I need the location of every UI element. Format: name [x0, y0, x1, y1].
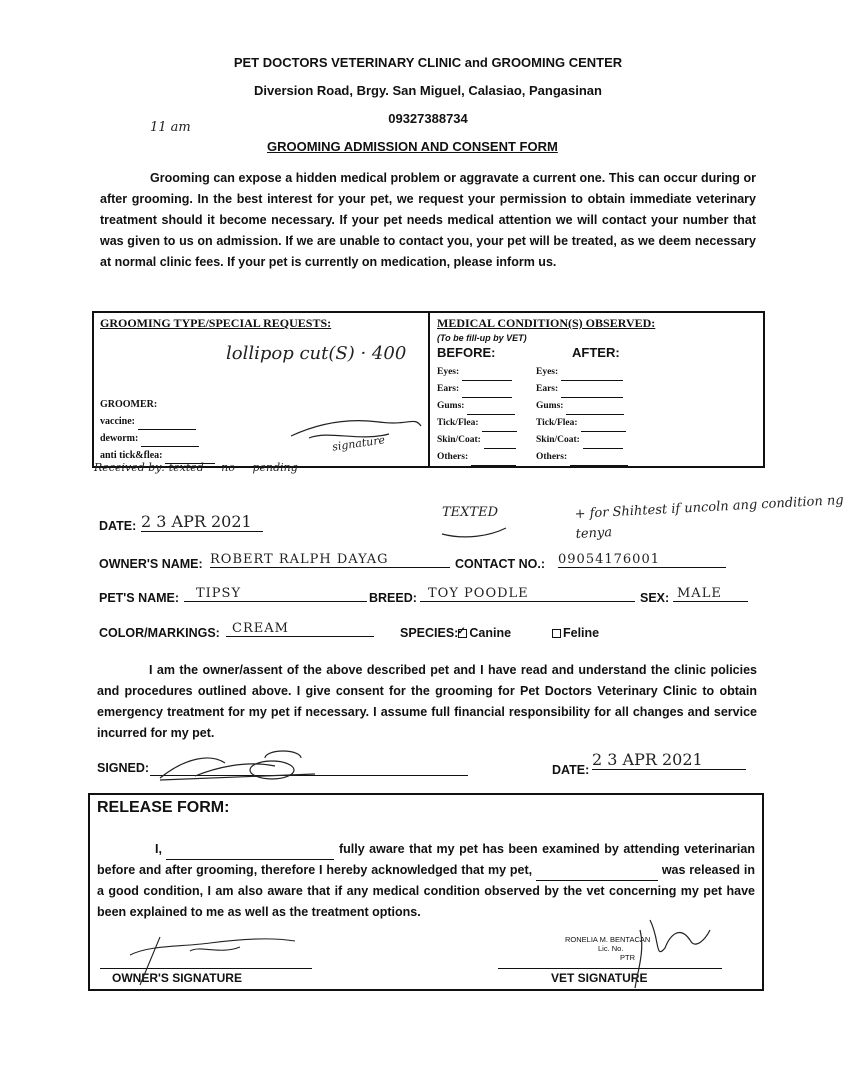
texted-underline — [440, 522, 510, 542]
check-mark-icon: ✓ — [457, 626, 466, 638]
feline-checkbox[interactable] — [552, 629, 561, 638]
eyes-after-label: Eyes: — [536, 367, 559, 377]
contact-value: 09054176001 — [558, 552, 726, 568]
signature-note: signature — [331, 433, 386, 454]
texted-note: TEXTED — [442, 505, 498, 520]
gums-after-label: Gums: — [536, 401, 564, 411]
release-form-box — [88, 793, 764, 991]
owner-value: ROBERT RALPH DAYAG — [210, 552, 450, 568]
gums-before-label: Gums: — [437, 401, 465, 411]
release-text-end: was released in a good condition, I am also aware that if any medical condition observed by the vet concerning my pet have been explained to me as well as the treatment options. — [97, 863, 755, 919]
others-before-label: Others: — [437, 452, 469, 462]
color-label: COLOR/MARKINGS: — [99, 626, 220, 640]
deworm-field — [100, 430, 199, 447]
vet-name: RONELIA M. BENTACAN — [565, 935, 651, 944]
vaccine-field — [100, 413, 196, 430]
skincoat-before-label: Skin/Coat: — [437, 435, 481, 445]
release-text-mid: fully aware that my pet has been examined by attending veterinarian before and after grooming, therefore I hereby acknowledged that my pet, — [97, 842, 755, 877]
medical-sub: (To be fill-up by VET) — [437, 333, 527, 343]
date-label: DATE: — [99, 519, 137, 533]
skincoat-after-label: Skin/Coat: — [536, 435, 580, 445]
canine-checkbox[interactable] — [457, 626, 467, 638]
pet-value: TIPSY — [184, 586, 367, 602]
grooming-heading: GROOMING TYPE/SPECIAL REQUESTS: — [100, 316, 332, 330]
clinic-phone: 09327388734 — [388, 111, 468, 126]
sex-label: SEX: — [640, 591, 670, 605]
pet-label: PET'S NAME: — [99, 591, 180, 605]
before-label: BEFORE: — [437, 345, 496, 360]
medical-row — [437, 364, 697, 381]
others-after-label: Others: — [536, 452, 568, 462]
antitick-label: anti tick&flea: — [100, 450, 163, 461]
breed-label: BREED: — [369, 591, 417, 605]
color-value: CREAM — [226, 621, 374, 637]
owner-label: OWNER'S NAME: — [99, 557, 203, 571]
clinic-name: PET DOCTORS VETERINARY CLINIC and GROOMING CENTER — [233, 55, 623, 70]
time-note: 11 am — [150, 120, 191, 135]
tickflea-after-label: Tick/Flea: — [536, 418, 578, 428]
species-field — [400, 626, 511, 640]
groomer-label: GROOMER: — [100, 399, 158, 410]
vet-signature-label: VET SIGNATURE — [551, 971, 648, 985]
medical-rows — [437, 364, 697, 466]
release-owner-signature — [100, 925, 310, 993]
signed-label: SIGNED: — [97, 761, 150, 775]
grooming-request: lollipop cut(S) · 400 — [226, 343, 407, 364]
tickflea-before-label: Tick/Flea: — [437, 418, 479, 428]
ears-after-label: Ears: — [536, 384, 559, 394]
signed-date-value: 2 3 APR 2021 — [592, 750, 746, 770]
eyes-before-label: Eyes: — [437, 367, 460, 377]
release-pet-line — [536, 880, 658, 881]
vet-ptr: PTR — [620, 953, 635, 962]
vaccine-label: vaccine: — [100, 416, 135, 427]
right-note: + for Shihtest if uncoln ang condition ng tenya — [574, 492, 844, 543]
medical-row — [437, 449, 697, 466]
medical-heading: MEDICAL CONDITION(S) OBSERVED: — [437, 316, 656, 330]
vet-signature-scribble — [610, 910, 720, 990]
breed-value: TOY POODLE — [420, 586, 635, 602]
grooming-medical-box — [92, 311, 765, 474]
feline-field — [552, 626, 599, 640]
sex-value: MALE — [673, 586, 748, 602]
intro-paragraph: Grooming can expose a hidden medical problem or aggravate a current one. This can occur during or after grooming. In the best interest for your pet, we request your permission to obtain immediate veterinary treatment should it become necessary. If your pet needs medical attention we will contact your number that was given to us on admission. If we are unable to contact you, your pet will be treated, as we deem necessary at normal clinic fees. If your pet is currently on medication, please inform us. — [100, 171, 756, 269]
medical-row — [437, 415, 697, 432]
ears-before-label: Ears: — [437, 384, 460, 394]
feline-label: Feline — [563, 626, 600, 640]
others-before-line — [471, 465, 516, 466]
grooming-signature-scribble — [289, 408, 424, 453]
vet-lic: Lic. No. — [598, 944, 624, 953]
form-title: GROOMING ADMISSION AND CONSENT FORM — [267, 139, 558, 154]
signed-date-label: DATE: — [552, 763, 590, 777]
medical-row — [437, 381, 697, 398]
owner-signature-scribble — [155, 748, 330, 788]
release-heading: RELEASE FORM: — [97, 799, 230, 816]
others-after-line — [570, 465, 628, 466]
species-label: SPECIES: — [400, 626, 459, 640]
after-label: AFTER: — [572, 345, 620, 360]
canine-label: Canine — [469, 626, 512, 640]
received-note: Received by: texted no pending — [94, 461, 298, 474]
medical-row — [437, 398, 697, 415]
clinic-address: Diversion Road, Brgy. San Miguel, Calasiao, Pangasinan — [254, 83, 602, 98]
medical-row — [437, 432, 697, 449]
consent-paragraph: I am the owner/assent of the above described pet and I have read and understand the clinic policies and procedures outlined above. I give consent for the grooming for Pet Doctors Veterinary Clinic to obtain emergency treatment for my pet if necessary. I assume full financial responsibility for all changes and service incurred for my pet. — [97, 663, 757, 740]
date-value: 2 3 APR 2021 — [141, 512, 263, 532]
box-divider — [428, 313, 430, 466]
release-owner-line — [166, 859, 334, 860]
owner-signature-label: OWNER'S SIGNATURE — [112, 971, 242, 985]
contact-label: CONTACT NO.: — [455, 557, 546, 571]
deworm-label: deworm: — [100, 433, 139, 444]
release-text-i: I, — [155, 842, 162, 856]
